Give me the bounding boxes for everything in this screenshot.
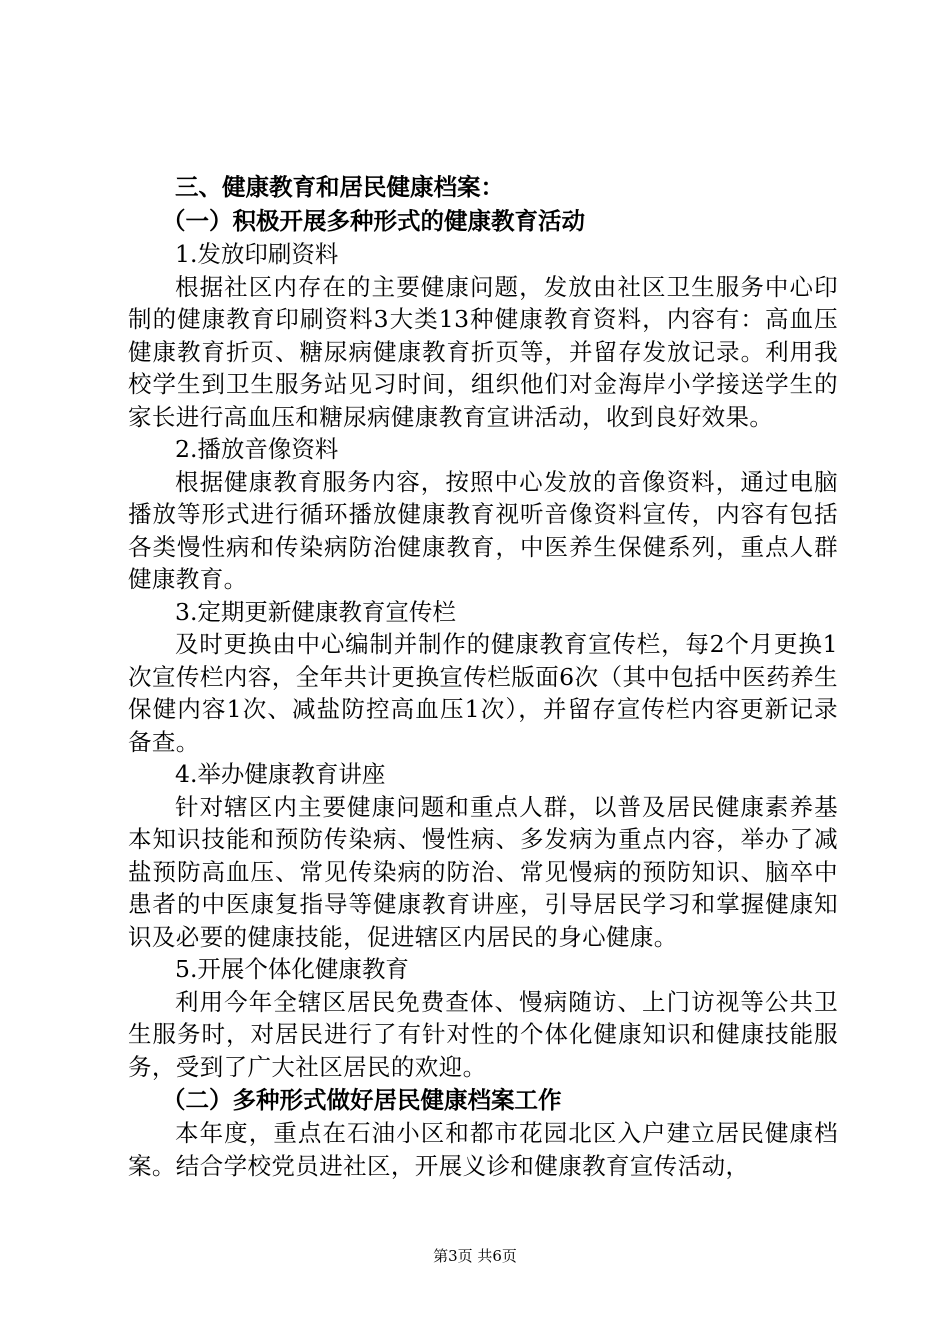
item-title-4: 4.举办健康教育讲座: [175, 760, 386, 788]
document-body: [128, 170, 838, 1182]
item-body-2: 根据健康教育服务内容，按照中心发放的音像资料，通过电脑播放等形式进行循环播放健康教育视听音像资料宣传，内容有包括各类慢性病和传染病防治健康教育，中医养生保健系列，重点人群健康教育。: [128, 467, 838, 593]
page-footer: 第3页 共6页: [433, 1247, 517, 1265]
subsection-heading-1: （一）积极开展多种形式的健康教育活动: [162, 207, 585, 235]
item-title-1: 1.发放印刷资料: [175, 240, 339, 268]
subsection-2-body: 本年度，重点在石油小区和都市花园北区入户建立居民健康档案。结合学校党员进社区，开展义诊和健康教育宣传活动，: [128, 1119, 838, 1180]
item-title-2: 2.播放音像资料: [175, 435, 339, 463]
item-body-1: 根据社区内存在的主要健康问题，发放由社区卫生服务中心印制的健康教育印刷资料3大类13种健康教育资料，内容有：高血压健康教育折页、糖尿病健康教育折页等，并留存发放记录。利用我校学生到卫生服务站见习时间，组织他们对金海岸小学接送学生的家长进行高血压和糖尿病健康教育宣讲活动，收到良好效果。: [128, 272, 838, 431]
subsection-heading-2: （二）多种形式做好居民健康档案工作: [162, 1086, 562, 1114]
section-heading: 三、健康教育和居民健康档案：: [175, 173, 504, 201]
item-title-5: 5.开展个体化健康教育: [175, 955, 409, 983]
item-body-5: 利用今年全辖区居民免费查体、慢病随访、上门访视等公共卫生服务时，对居民进行了有针对性的个体化健康知识和健康技能服务，受到了广大社区居民的欢迎。: [128, 987, 838, 1081]
item-body-3: 及时更换由中心编制并制作的健康教育宣传栏，每2个月更换1次宣传栏内容，全年共计更换宣传栏版面6次（其中包括中医药养生保健内容1次、减盐防控高血压1次），并留存宣传栏内容更新记录备查。: [128, 630, 838, 756]
item-title-3: 3.定期更新健康教育宣传栏: [175, 597, 456, 626]
item-body-4: 针对辖区内主要健康问题和重点人群，以普及居民健康素养基本知识技能和预防传染病、慢性病、多发病为重点内容，举办了减盐预防高血压、常见传染病的防治、常见慢病的预防知识、脑卒中患者的中医康复指导等健康教育讲座，引导居民学习和掌握健康知识及必要的健康技能，促进辖区内居民的身心健康。: [128, 792, 838, 951]
